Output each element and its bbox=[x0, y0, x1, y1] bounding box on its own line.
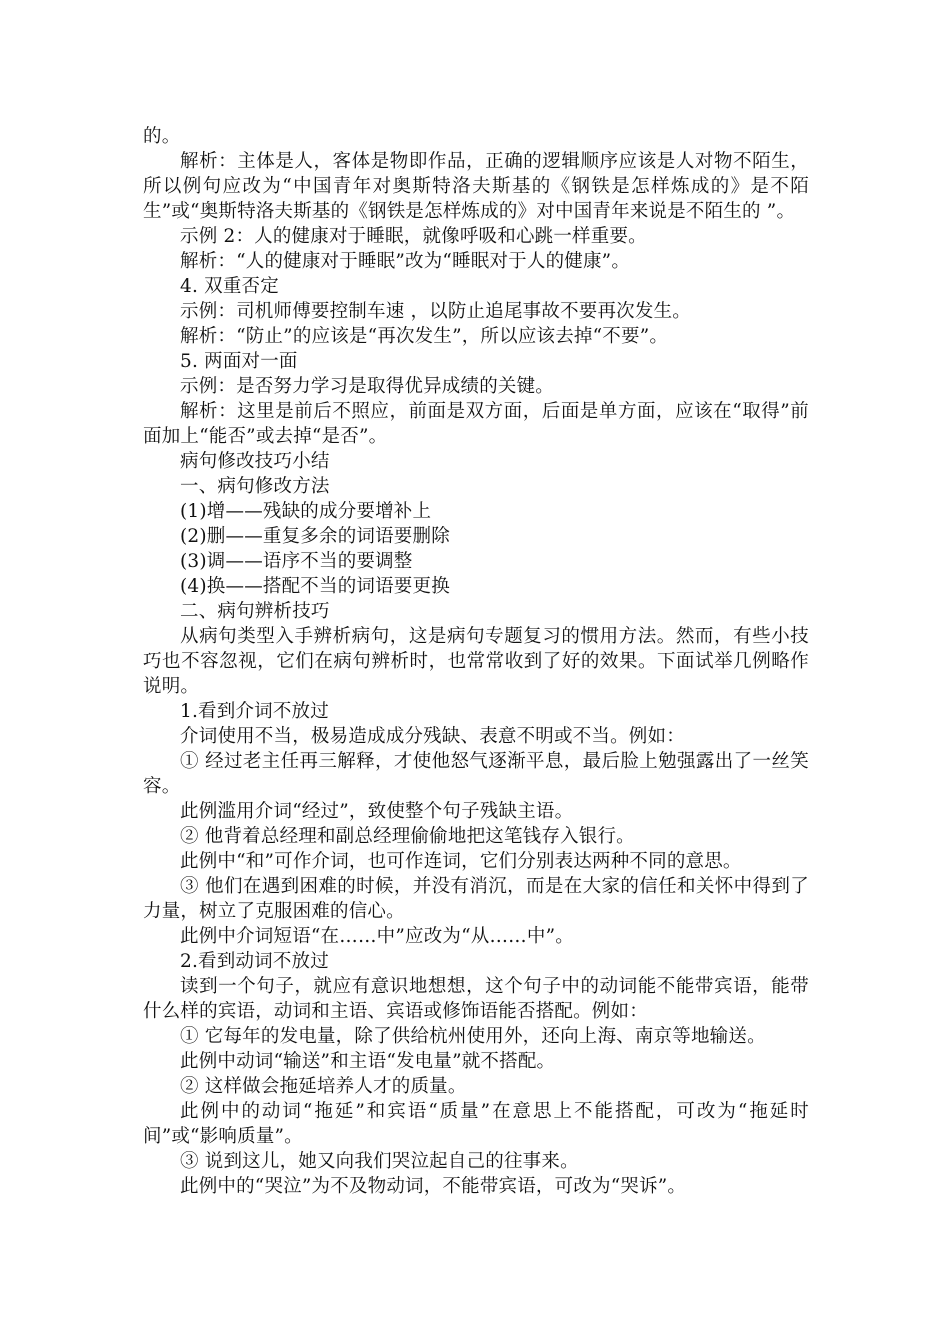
example-paragraph: ② 他背着总经理和副总经理偷偷地把这笔钱存入银行。 bbox=[180, 826, 635, 847]
paragraph: 介词使用不当，极易造成成分残缺、表意不明或不当。例如： bbox=[180, 726, 685, 747]
document-body bbox=[143, 124, 809, 1199]
section-heading: 二、病句辨析技巧 bbox=[180, 601, 330, 622]
analysis-paragraph: 解析：这里是前后不照应，前面是双方面，后面是单方面，应该在“取得”前面加上“能否”或去掉“是否”。 bbox=[143, 401, 809, 447]
paragraph: 读到一个句子，就应有意识地想想，这个句子中的动词能不能带宾语，能带什么样的宾语，动词和主语、宾语或修饰语能否搭配。例如： bbox=[143, 976, 809, 1022]
analysis-paragraph: 此例中动词“输送”和主语“发电量”就不搭配。 bbox=[180, 1051, 556, 1072]
paragraph: 的。 bbox=[143, 126, 181, 147]
section-heading: 2.看到动词不放过 bbox=[180, 951, 329, 972]
list-item: (4)换——搭配不当的词语要更换 bbox=[180, 576, 450, 597]
analysis-paragraph: 解析：“人的健康对于睡眠”改为“睡眠对于人的健康”。 bbox=[180, 251, 631, 272]
section-heading: 病句修改技巧小结 bbox=[180, 451, 330, 472]
list-item: (2)删——重复多余的词语要删除 bbox=[180, 526, 450, 547]
example-paragraph: ③ 说到这儿，她又向我们哭泣起自己的往事来。 bbox=[180, 1151, 579, 1172]
analysis-paragraph: 解析：“防止”的应该是“再次发生”，所以应该去掉“不要”。 bbox=[180, 326, 669, 347]
analysis-paragraph: 此例中的“哭泣”为不及物动词，不能带宾语，可改为“哭诉”。 bbox=[180, 1176, 687, 1197]
paragraph: 解析：主体是人，客体是物即作品，正确的逻辑顺序应该是人对物不陌生，所以例句应改为“中国青年对奥斯特洛夫斯基的《钢铁是怎样炼成的》是不陌生”或“奥斯特洛夫斯基的《钢铁是怎样炼成的》对中国青年来说是不陌生的 ”。 bbox=[143, 151, 809, 222]
example-paragraph: ③ 他们在遇到困难的时候，并没有消沉，而是在大家的信任和关怀中得到了力量，树立了克服困难的信心。 bbox=[143, 876, 809, 922]
example-paragraph: ① 它每年的发电量，除了供给杭州使用外，还向上海、南京等地输送。 bbox=[180, 1026, 766, 1047]
example-paragraph: ② 这样做会拖延培养人才的质量。 bbox=[180, 1076, 467, 1097]
example-paragraph: 示例 2：人的健康对于睡眠，就像呼吸和心跳一样重要。 bbox=[180, 226, 647, 247]
analysis-paragraph: 此例中“和”可作介词，也可作连词，它们分别表达两种不同的意思。 bbox=[180, 851, 742, 872]
analysis-paragraph: 此例滥用介词“经过”，致使整个句子残缺主语。 bbox=[180, 801, 574, 822]
example-paragraph: ① 经过老主任再三解释，才使他怒气逐渐平息，最后脸上勉强露出了一丝笑容。 bbox=[143, 751, 809, 797]
paragraph: 从病句类型入手辨析病句，这是病句专题复习的惯用方法。然而，有些小技巧也不容忽视，它们在病句辨析时，也常常收到了好的效果。下面试举几例略作说明。 bbox=[143, 626, 809, 697]
list-item: (1)增——残缺的成分要增补上 bbox=[180, 501, 432, 522]
example-paragraph: 示例：是否努力学习是取得优异成绩的关键。 bbox=[180, 376, 555, 397]
section-heading: 1.看到介词不放过 bbox=[180, 701, 329, 722]
example-paragraph: 示例：司机师傅要控制车速 ，以防止追尾事故不要再次发生。 bbox=[180, 301, 691, 322]
section-heading: 4. 双重否定 bbox=[180, 276, 279, 297]
list-item: (3)调——语序不当的要调整 bbox=[180, 551, 413, 572]
section-heading: 5. 两面对一面 bbox=[180, 351, 298, 372]
section-heading: 一、病句修改方法 bbox=[180, 476, 330, 497]
analysis-paragraph: 此例中介词短语“在……中”应改为“从……中”。 bbox=[180, 926, 574, 947]
analysis-paragraph: 此例中的动词“拖延”和宾语“质量”在意思上不能搭配，可改为“拖延时间”或“影响质量”。 bbox=[143, 1101, 809, 1147]
